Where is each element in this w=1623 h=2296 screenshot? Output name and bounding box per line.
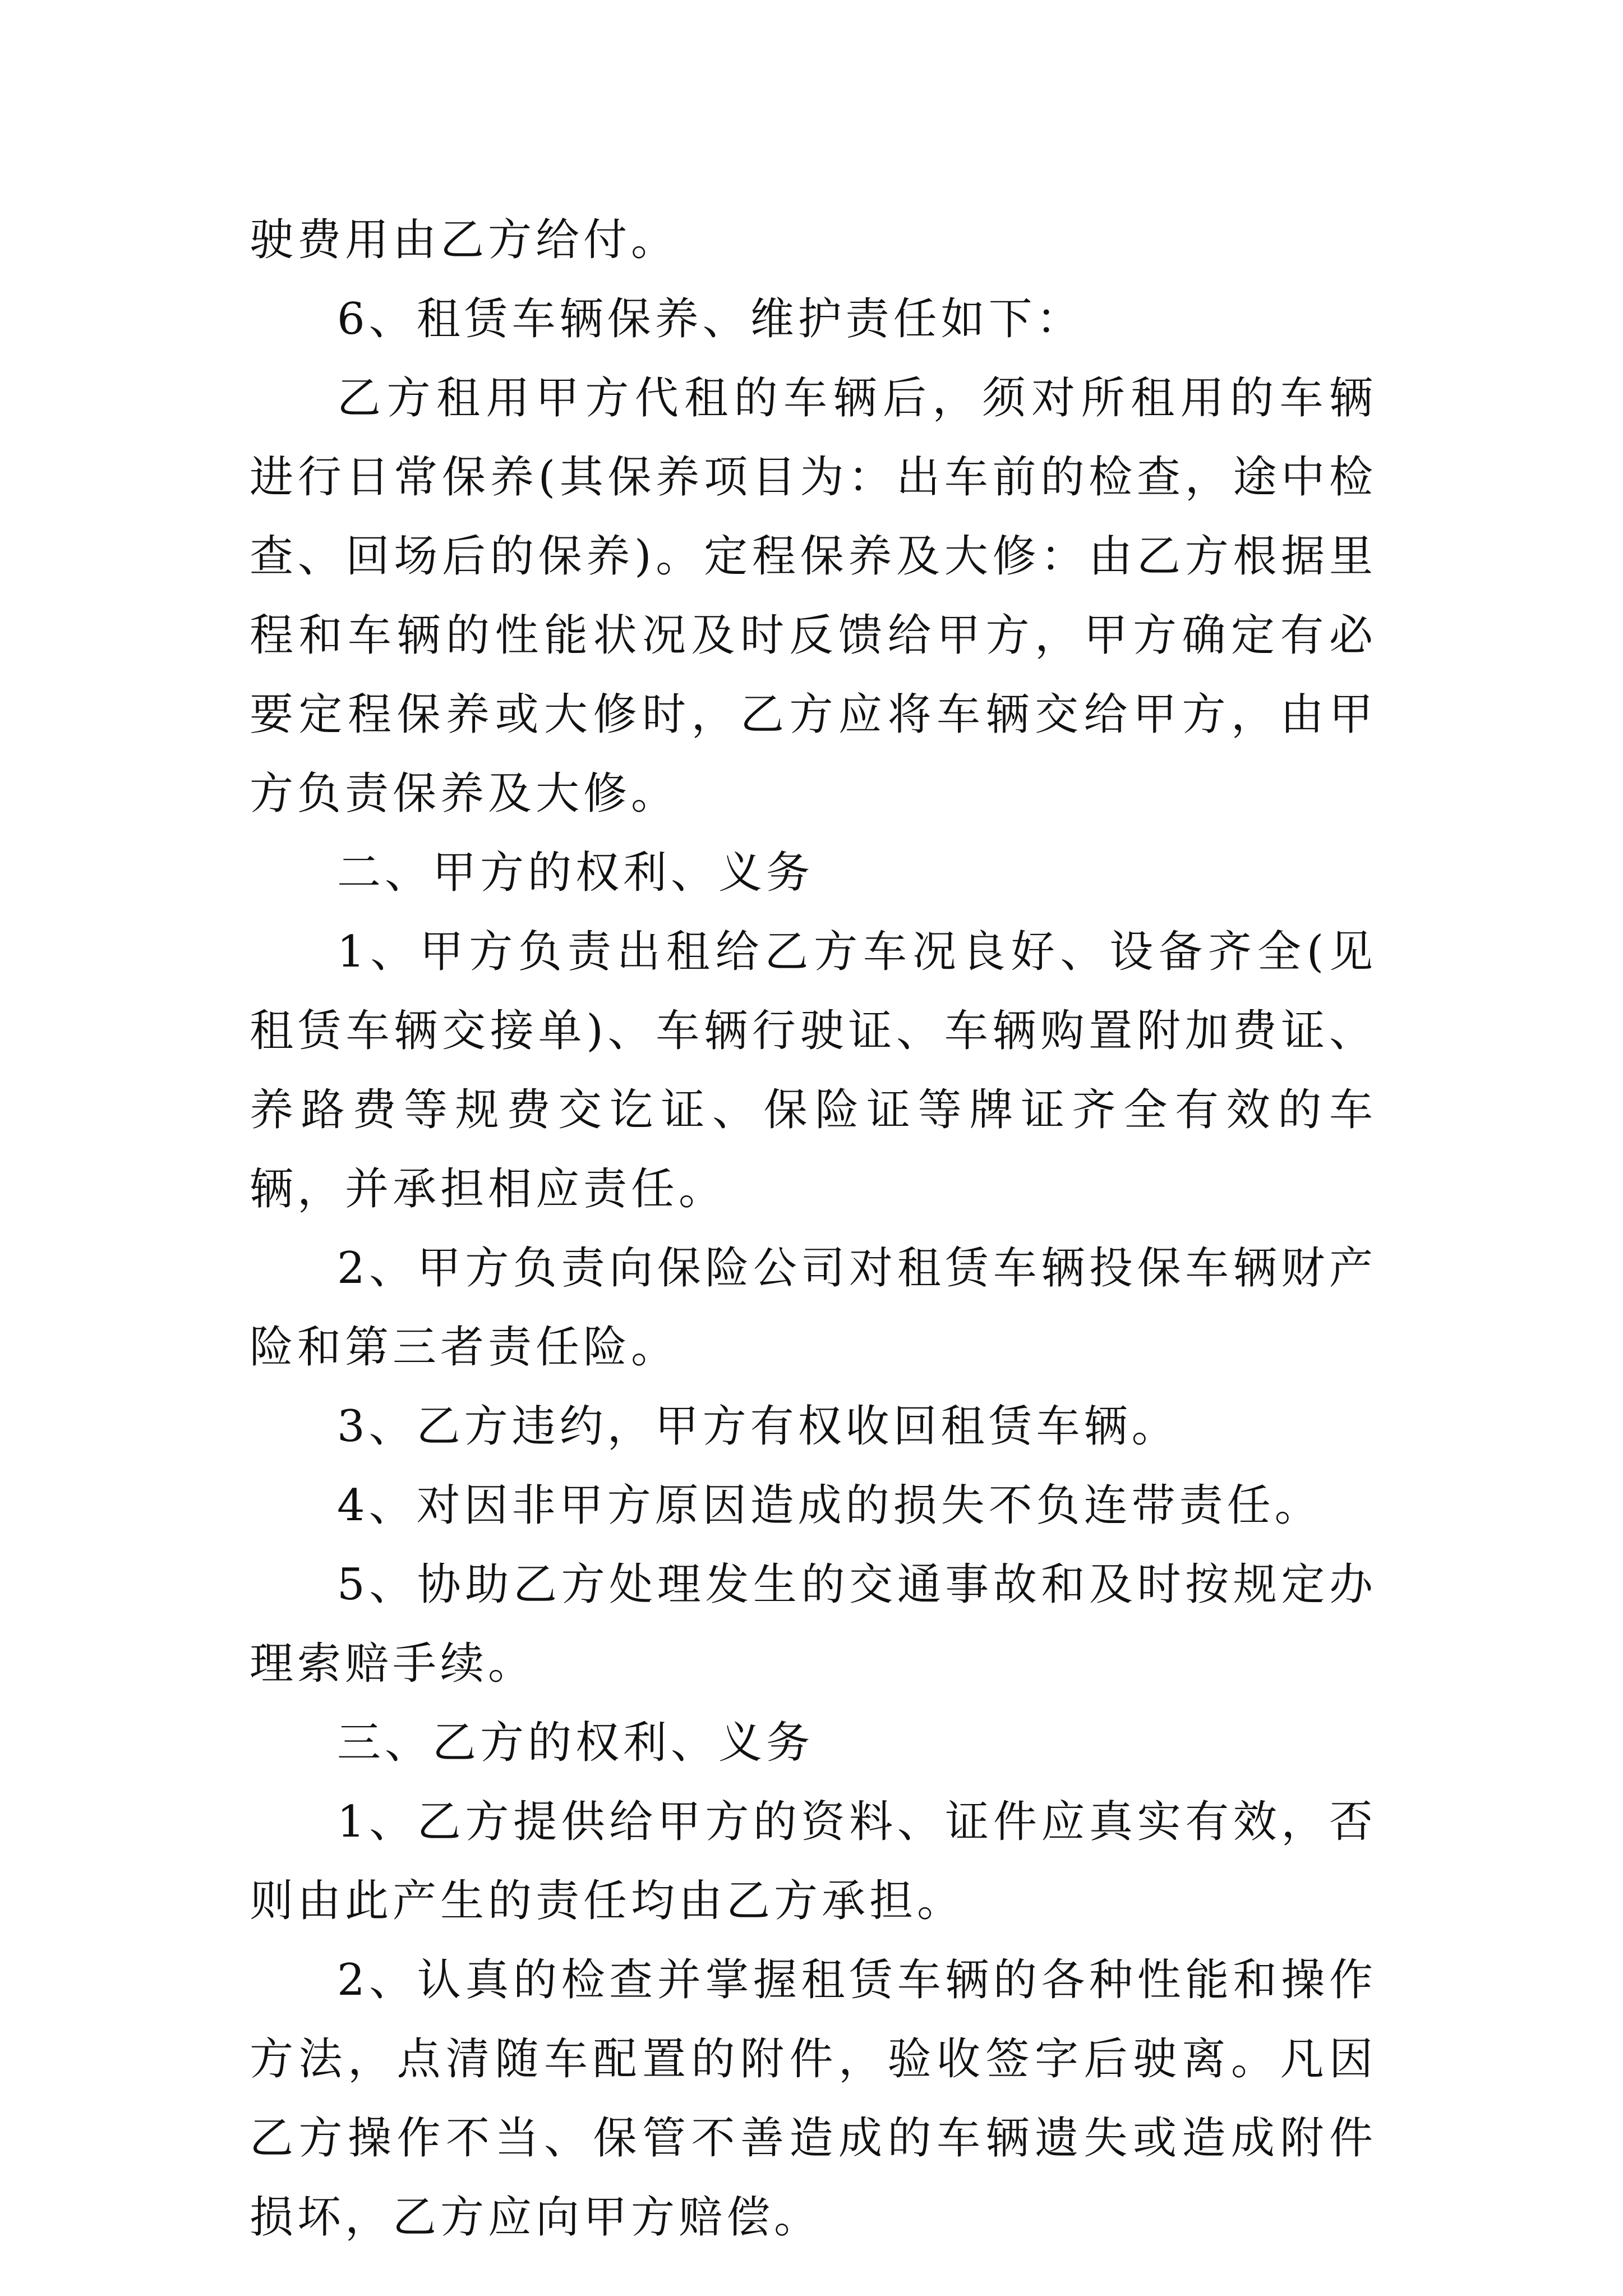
clause-6-heading: 6、租赁车辆保养、维护责任如下：	[337, 294, 1084, 344]
party-b-clause-1: 1、乙方提供给甲方的资料、证件应真实有效，否则由此产生的责任均由乙方承担。	[250, 1797, 1377, 1926]
party-a-clause-5: 5、协助乙方处理发生的交通事故和及时按规定办理索赔手续。	[250, 1559, 1377, 1689]
party-a-clause-4: 4、对因非甲方原因造成的损失不负连带责任。	[337, 1480, 1322, 1531]
party-b-clause-2: 2、认真的检查并掌握租赁车辆的各种性能和操作方法，点清随车配置的附件，验收签字后驶离。凡因乙方操作不当、保管不善造成的车辆遗失或造成附件损坏，乙方应向甲方赔偿。	[250, 1955, 1377, 2243]
section-3-heading: 三、乙方的权利、义务	[337, 1718, 814, 1768]
party-a-clause-2: 2、甲方负责向保险公司对租赁车辆投保车辆财产险和第三者责任险。	[250, 1243, 1377, 1373]
party-a-clause-3: 3、乙方违约，甲方有权收回租赁车辆。	[337, 1401, 1179, 1452]
section-2-heading: 二、甲方的权利、义务	[337, 848, 814, 898]
party-a-clause-1: 1、甲方负责出租给乙方车况良好、设备齐全(见租赁车辆交接单)、车辆行驶证、车辆购置附加费证、养路费等规费交讫证、保险证等牌证齐全有效的车辆，并承担相应责任。	[250, 927, 1377, 1214]
paragraph-fee-continuation: 驶费用由乙方给付。	[250, 215, 679, 265]
paragraph-maintenance: 乙方租用甲方代租的车辆后，须对所租用的车辆进行日常保养(其保养项目为：出车前的检查，途中检查、回场后的保养)。定程保养及大修：由乙方根据里程和车辆的性能状况及时反馈给甲方，甲方确定有必要定程保养或大修时，乙方应将车辆交给甲方，由甲方负责保养及大修。	[250, 373, 1377, 819]
document-body	[250, 201, 1377, 2257]
